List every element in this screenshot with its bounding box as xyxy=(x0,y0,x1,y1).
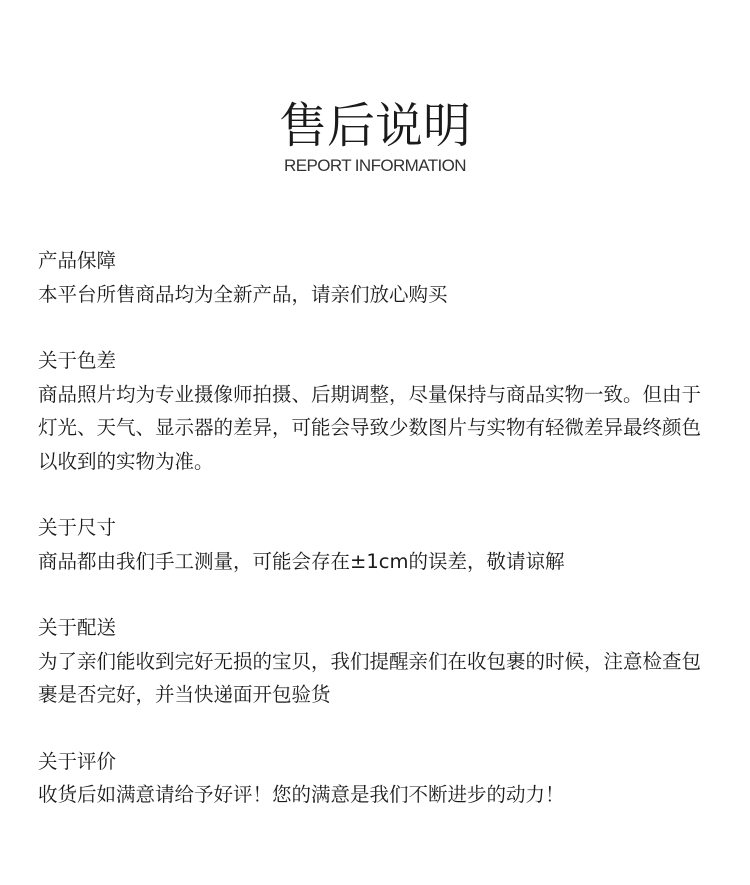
section-delivery xyxy=(38,611,718,712)
section-color-difference xyxy=(38,344,718,478)
section-heading: 关于配送 xyxy=(38,616,117,639)
section-body: 商品都由我们手工测量，可能会存在±1cm的误差，敬请谅解 xyxy=(38,549,565,573)
section-review xyxy=(38,745,718,812)
page-subtitle: REPORT INFORMATION xyxy=(284,156,466,175)
section-heading: 关于评价 xyxy=(38,749,117,773)
section-heading: 产品保障 xyxy=(38,249,117,272)
section-heading: 关于尺寸 xyxy=(38,516,117,539)
section-body: 本平台所售商品均为全新产品，请亲们放心购买 xyxy=(38,282,448,306)
page-title: 售后说明 xyxy=(278,98,471,154)
section-heading: 关于色差 xyxy=(38,349,117,372)
section-product-guarantee xyxy=(38,244,718,311)
after-sales-content xyxy=(38,244,718,845)
page-header xyxy=(0,96,750,176)
section-body: 为了亲们能收到完好无损的宝贝，我们提醒亲们在收包裹的时候，注意检查包裹是否完好，并当快递面开包验货 xyxy=(38,649,702,706)
section-body: 收货后如满意请给予好评！您的满意是我们不断进步的动力！ xyxy=(38,783,565,806)
section-body: 商品照片均为专业摄像师拍摄、后期调整，尽量保持与商品实物一致。但由于灯光、天气、显示器的差异，可能会导致少数图片与实物有轻微差异最终颜色以收到的实物为准。 xyxy=(38,382,702,473)
section-size xyxy=(38,511,718,578)
